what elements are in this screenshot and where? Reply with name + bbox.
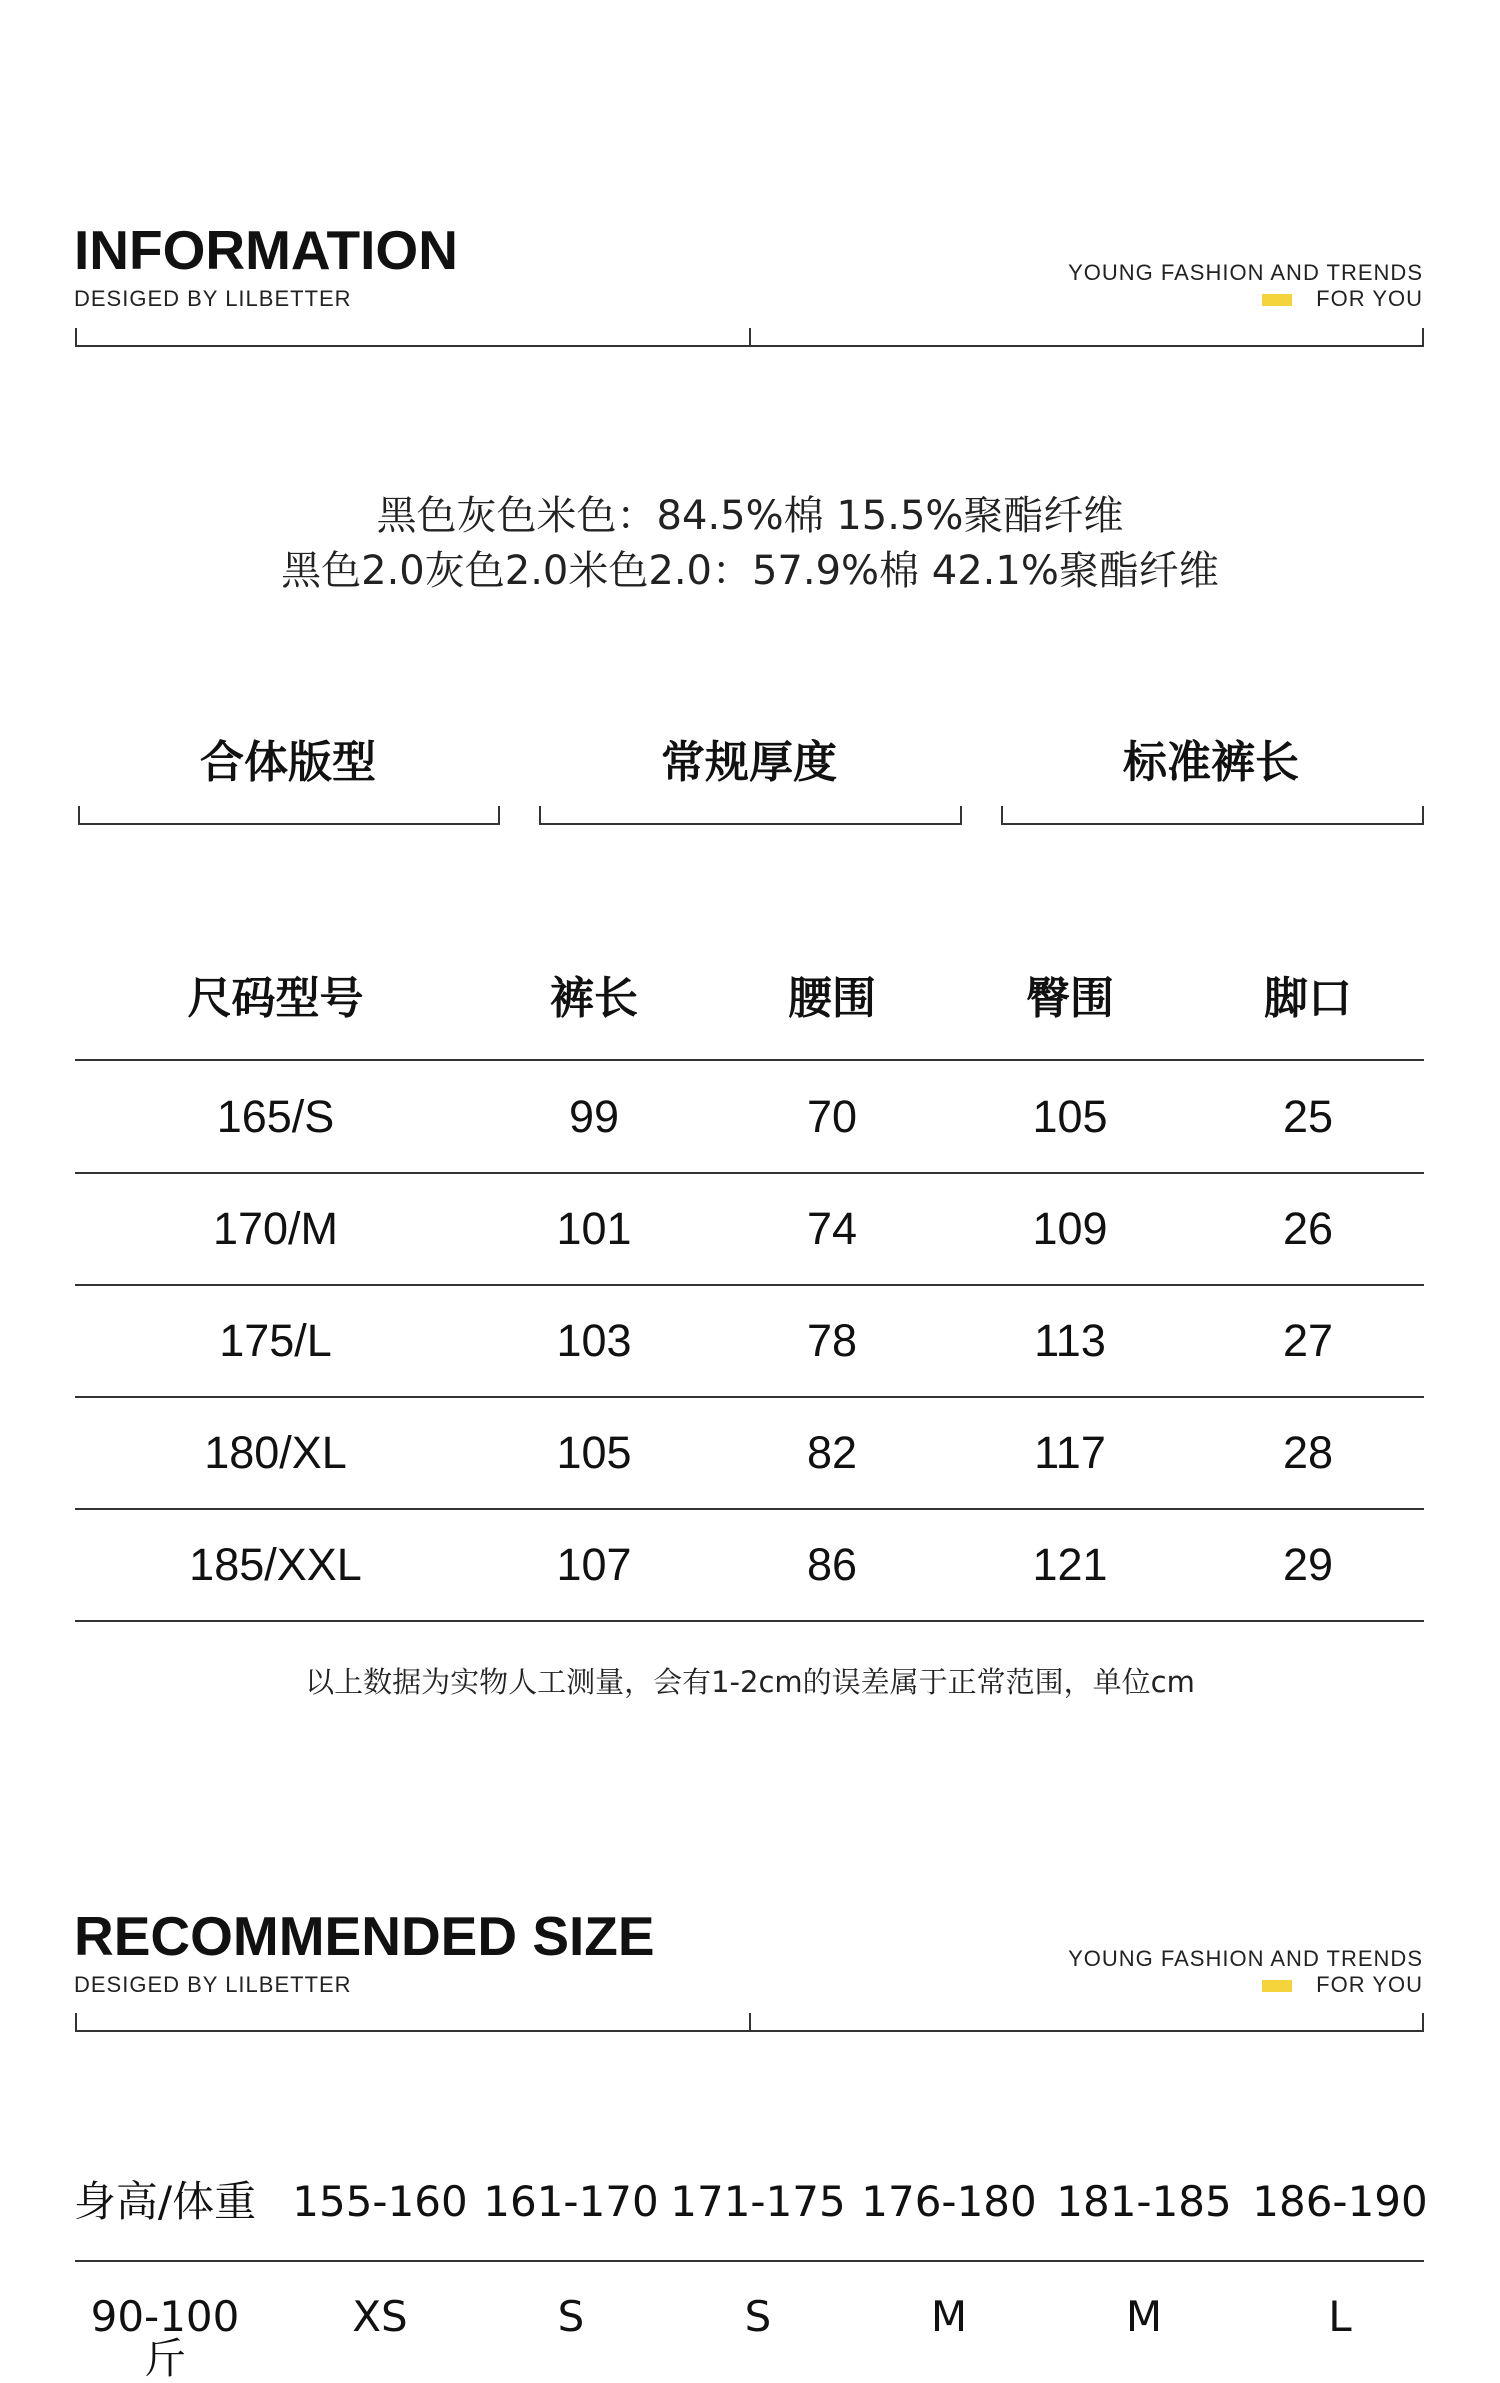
table-cell: 99 xyxy=(568,1091,620,1142)
table-divider xyxy=(75,1284,1424,1286)
table-divider xyxy=(75,1508,1424,1510)
table-cell: 105 xyxy=(556,1427,632,1478)
divider-tick xyxy=(498,806,500,825)
yellow-accent-bar xyxy=(1262,1980,1292,1992)
table-cell: 107 xyxy=(556,1539,632,1590)
information-tagline-2: FOR YOU xyxy=(1316,286,1423,311)
rec-header-range: 181-185 xyxy=(1056,2177,1232,2226)
recommended-tagline-2: FOR YOU xyxy=(1316,1972,1423,1997)
table-cell: 109 xyxy=(1032,1203,1108,1254)
table-cell: 113 xyxy=(1034,1315,1106,1366)
table-cell: 82 xyxy=(806,1427,858,1478)
feature-length: 标准裤长 xyxy=(1123,737,1299,788)
table-cell: 27 xyxy=(1282,1315,1334,1366)
table-cell: 121 xyxy=(1032,1539,1108,1590)
divider-tick xyxy=(75,2013,77,2032)
rec-header-range: 186-190 xyxy=(1252,2177,1428,2226)
table-divider xyxy=(75,1059,1424,1061)
rec-header-range: 176-180 xyxy=(861,2177,1037,2226)
yellow-accent-bar xyxy=(1262,294,1292,306)
rec-cell: S xyxy=(744,2292,772,2341)
recommended-title: RECOMMENDED SIZE xyxy=(74,1905,655,1967)
table-cell: 185/XXL xyxy=(189,1539,362,1590)
table-divider xyxy=(75,1396,1424,1398)
measurement-note: 以上数据为实物人工测量，会有1-2cm的误差属于正常范围，单位cm xyxy=(305,1665,1195,1699)
table-divider xyxy=(75,1172,1424,1174)
divider-tick xyxy=(539,806,541,825)
table-cell: 74 xyxy=(806,1203,858,1254)
divider-tick xyxy=(1422,328,1424,347)
table-cell: 28 xyxy=(1282,1427,1334,1478)
rec-row-weight: 90-100斤 xyxy=(90,2292,240,2383)
table-cell: 180/XL xyxy=(204,1427,347,1478)
divider-tick xyxy=(1001,806,1003,825)
feature-fit: 合体版型 xyxy=(200,737,376,788)
rec-cell: L xyxy=(1328,2292,1352,2341)
divider-tick xyxy=(75,328,77,347)
table-cell: 78 xyxy=(806,1315,858,1366)
divider-tick xyxy=(78,806,80,825)
feature-underline xyxy=(78,823,500,825)
table-cell: 25 xyxy=(1282,1091,1334,1142)
rec-header-range: 171-175 xyxy=(670,2177,846,2226)
recommended-subtitle: DESIGED BY LILBETTER xyxy=(74,1972,352,1997)
information-title: INFORMATION xyxy=(74,219,458,281)
col-header-length: 裤长 xyxy=(550,973,638,1024)
table-cell: 170/M xyxy=(212,1203,339,1254)
rec-cell: XS xyxy=(352,2292,408,2341)
table-cell: 86 xyxy=(806,1539,858,1590)
feature-thickness: 常规厚度 xyxy=(661,737,837,788)
rec-cell: S xyxy=(557,2292,585,2341)
feature-underline xyxy=(1001,823,1424,825)
material-line-1: 黑色灰色米色：84.5%棉 15.5%聚酯纤维 xyxy=(376,493,1124,539)
table-cell: 117 xyxy=(1034,1427,1106,1478)
rec-header-range: 155-160 xyxy=(292,2177,468,2226)
divider-tick xyxy=(1422,2013,1424,2032)
table-cell: 103 xyxy=(556,1315,632,1366)
col-header-size: 尺码型号 xyxy=(187,973,364,1024)
table-cell: 29 xyxy=(1282,1539,1334,1590)
table-divider xyxy=(75,2260,1424,2262)
rec-header-range: 161-170 xyxy=(483,2177,659,2226)
material-line-2: 黑色2.0灰色2.0米色2.0：57.9%棉 42.1%聚酯纤维 xyxy=(281,548,1219,594)
rec-header-height-weight: 身高/体重 xyxy=(73,2177,257,2226)
rec-cell: M xyxy=(930,2292,968,2341)
table-cell: 165/S xyxy=(216,1091,335,1142)
feature-underline xyxy=(539,823,962,825)
divider-tick xyxy=(960,806,962,825)
table-cell: 175/L xyxy=(219,1315,332,1366)
divider-tick xyxy=(749,328,751,347)
table-cell: 26 xyxy=(1282,1203,1334,1254)
rec-cell: M xyxy=(1125,2292,1163,2341)
divider-tick xyxy=(1422,806,1424,825)
col-header-hip: 臀围 xyxy=(1026,973,1114,1024)
table-cell: 70 xyxy=(806,1091,858,1142)
information-subtitle: DESIGED BY LILBETTER xyxy=(74,286,352,311)
divider-tick xyxy=(749,2013,751,2032)
recommended-tagline-1: YOUNG FASHION AND TRENDS xyxy=(1068,1946,1423,1971)
table-cell: 105 xyxy=(1032,1091,1108,1142)
information-tagline-1: YOUNG FASHION AND TRENDS xyxy=(1068,260,1423,285)
table-cell: 101 xyxy=(556,1203,632,1254)
table-divider xyxy=(75,1620,1424,1622)
col-header-waist: 腰围 xyxy=(788,973,876,1024)
col-header-hem: 脚口 xyxy=(1264,973,1352,1024)
